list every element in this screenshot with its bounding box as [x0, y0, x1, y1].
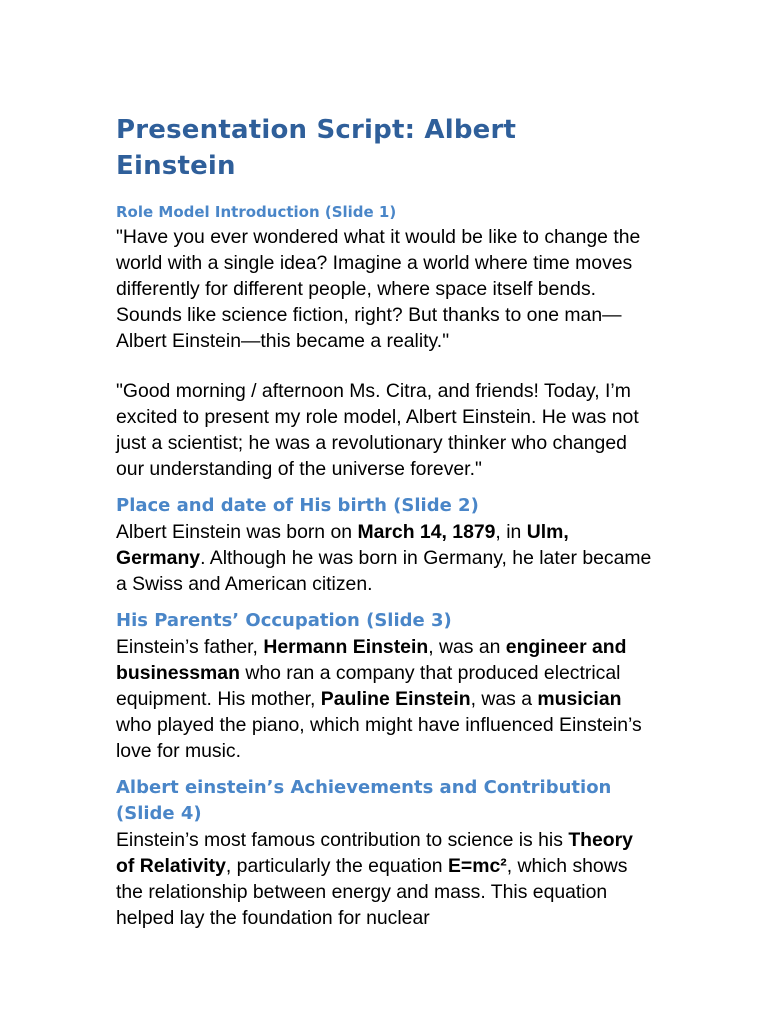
- text-run: , which shows the relationship between energy and mass. This equation helped lay the foundation for nuclear: [116, 855, 628, 929]
- bold-run-mother: Pauline Einstein: [320, 688, 471, 710]
- paragraph-hook: "Have you ever wondered what it would be like to change the world with a single idea? Imagine a world where time moves differently for different people, where space itself bends. Sounds like science fiction, right? But thanks to one man—Albert Einstein—this became a reality.": [116, 226, 641, 352]
- paragraph-greeting: "Good morning / afternoon Ms. Citra, and friends! Today, I’m excited to present my role model, Albert Einstein. He was not just a scientist; he was a revolutionary thinker who changed our understanding of the universe forever.": [116, 380, 639, 480]
- section-heading-slide-2: Place and date of His birth (Slide 2): [116, 495, 479, 516]
- title-line-2: Einstein: [116, 151, 236, 181]
- paragraph-birth: [116, 519, 656, 597]
- bold-run-mother-occupation: musician: [537, 688, 622, 710]
- text-run: , was an: [428, 636, 506, 658]
- paragraph-spacer: [116, 354, 656, 378]
- bold-run-father-occupation: engineer and businessman: [116, 636, 627, 684]
- paragraph-achievements: [116, 827, 656, 931]
- text-run: who ran a company that produced electrical equipment. His mother,: [116, 662, 621, 710]
- bold-run-father: Hermann Einstein: [263, 636, 429, 658]
- paragraph-parents: [116, 634, 656, 764]
- bold-run-equation: E=mc²: [447, 855, 507, 877]
- bold-run-birth-date: March 14, 1879: [357, 521, 496, 543]
- text-run: , in: [495, 521, 527, 543]
- section-heading-slide-4: Albert einstein’s Achievements and Contribution (Slide 4): [116, 777, 612, 824]
- section-spacer: [116, 482, 656, 493]
- document-page: [116, 112, 656, 931]
- bold-run-theory: Theory of Relativity: [116, 829, 633, 877]
- section-heading-slide-1: Role Model Introduction (Slide 1): [116, 203, 397, 221]
- text-run: Albert Einstein was born on: [116, 521, 358, 543]
- text-run: Einstein’s father,: [116, 636, 264, 658]
- section-spacer: [116, 764, 656, 775]
- title-line-1: Presentation Script: Albert: [116, 115, 517, 145]
- section-spacer: [116, 597, 656, 608]
- section-heading-slide-3: His Parents’ Occupation (Slide 3): [116, 610, 452, 631]
- document-title: [116, 112, 656, 184]
- text-run: . Although he was born in Germany, he later became a Swiss and American citizen.: [116, 547, 652, 595]
- text-run: , particularly the equation: [225, 855, 448, 877]
- bold-run-birth-place: Ulm, Germany: [116, 521, 569, 569]
- text-run: Einstein’s most famous contribution to science is his: [116, 829, 569, 851]
- text-run: , was a: [470, 688, 538, 710]
- text-run: who played the piano, which might have influenced Einstein’s love for music.: [116, 714, 642, 762]
